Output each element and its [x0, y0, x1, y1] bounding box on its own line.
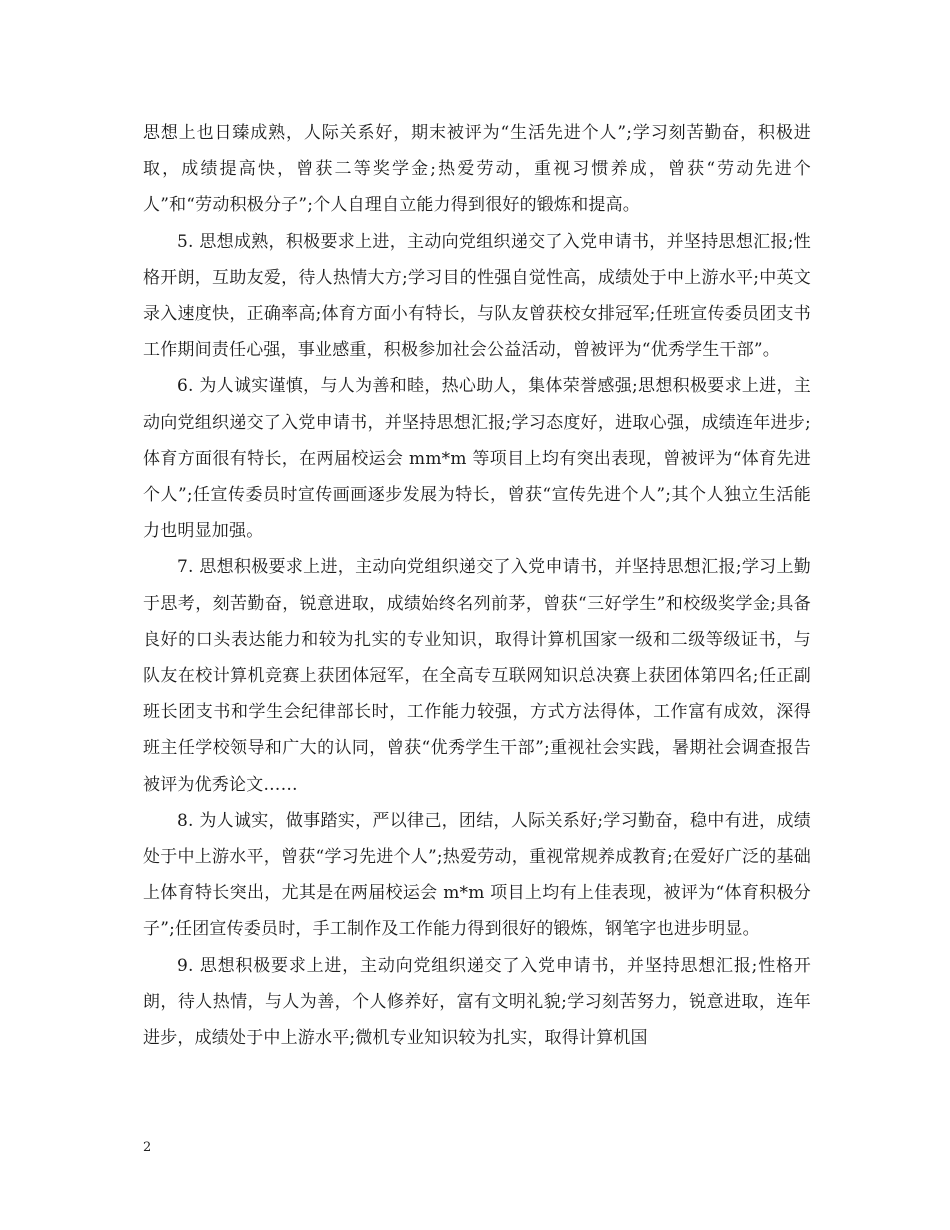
- paragraph-item-6: 6. 为人诚实谨慎，与人为善和睦，热心助人，集体荣誉感强;思想积极要求上进，主动向党组织递交了入党申请书，并坚持思想汇报;学习态度好，进取心强，成绩连年进步;体育方面很有特长，在两届校运会 mm*m 等项目上均有突出表现，曾被评为“体育先进个人”;任宣传委员时宣传画画逐步发展为特长，曾获“宣传先进个人”;其个人独立生活能力也明显加强。: [143, 376, 811, 542]
- paragraph-item-9: 9. 思想积极要求上进，主动向党组织递交了入党申请书，并坚持思想汇报;性格开朗，待人热情，与人为善，个人修养好，富有文明礼貌;学习刻苦努力，锐意进取，连年进步，成绩处于中上游水平;微机专业知识较为扎实，取得计算机国: [143, 955, 811, 1049]
- page-number: 2: [143, 1140, 152, 1155]
- paragraph-continuation: 思想上也日臻成熟，人际关系好，期末被评为“生活先进个人”;学习刻苦勤奋，积极进取，成绩提高快，曾获二等奖学金;热爱劳动，重视习惯养成，曾获“劳动先进个人”和“劳动积极分子”;个人自理自立能力得到很好的锻炼和提高。: [143, 123, 811, 216]
- paragraph-item-8: 8. 为人诚实，做事踏实，严以律己，团结，人际关系好;学习勤奋，稳中有进，成绩处于中上游水平，曾获“学习先进个人”;热爱劳动，重视常规养成教育;在爱好广泛的基础上体育特长突出，尤其是在两届校运会 m*m 项目上均有上佳表现，被评为“体育积极分子”;任团宣传委员时，手工制作及工作能力得到很好的锻炼，钢笔字也进步明显。: [143, 810, 811, 940]
- paragraph-item-5: 5. 思想成熟，积极要求上进，主动向党组织递交了入党申请书，并坚持思想汇报;性格开朗，互助友爱，待人热情大方;学习目的性强自觉性高，成绩处于中上游水平;中英文录入速度快，正确率高;体育方面小有特长，与队友曾获校女排冠军;任班宣传委员团支书工作期间责任心强，事业感重，积极参加社会公益活动，曾被评为“优秀学生干部”。: [143, 231, 811, 361]
- paragraph-item-7: 7. 思想积极要求上进，主动向党组织递交了入党申请书，并坚持思想汇报;学习上勤于思考，刻苦勤奋，锐意进取，成绩始终名列前茅，曾获“三好学生”和校级奖学金;具备良好的口头表达能力和较为扎实的专业知识，取得计算机国家一级和二级等级证书，与队友在校计算机竞赛上获团体冠军，在全高专互联网知识总决赛上获团体第四名;任正副班长团支书和学生会纪律部长时，工作能力较强，方式方法得体，工作富有成效，深得班主任学校领导和广大的认同，曾获“优秀学生干部”;重视社会实践，暑期社会调查报告被评为优秀论文……: [143, 557, 811, 795]
- document-body: [143, 115, 811, 1056]
